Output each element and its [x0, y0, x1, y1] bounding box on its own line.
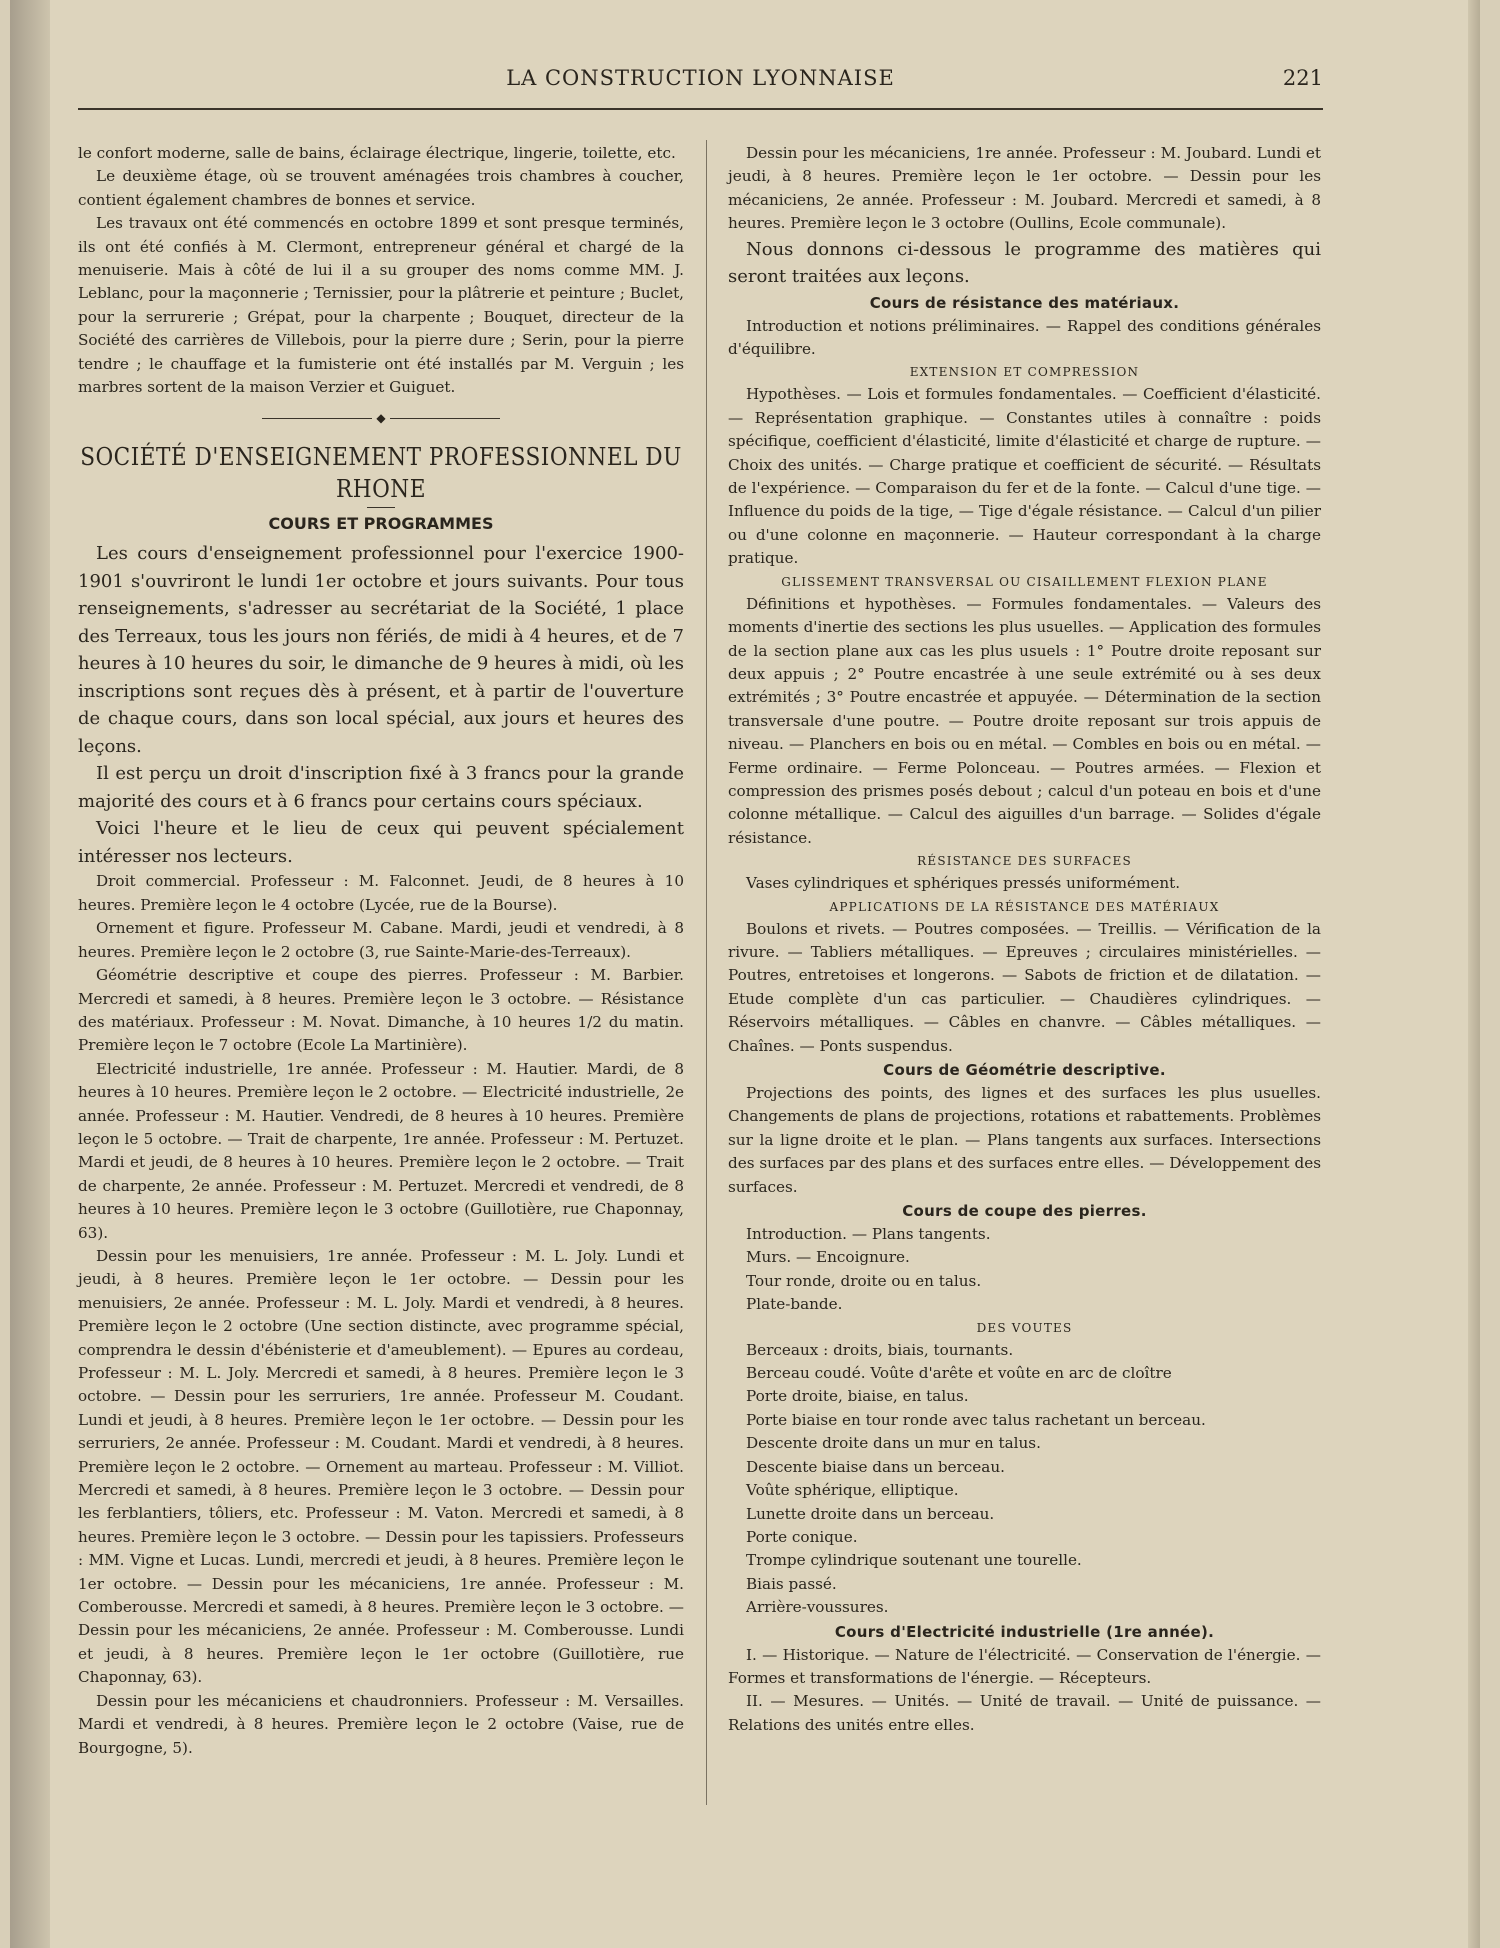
course-text: I. — Historique. — Nature de l'électricité. — Conservation de l'énergie. — Formes et transformations de l'énergie. — Récepteurs.: [728, 1645, 1321, 1687]
list-item: Descente droite dans un mur en talus.: [746, 1434, 1041, 1453]
course-text: II. — Mesures. — Unités. — Unité de travail. — Unité de puissance. — Relations des unités entre elles.: [728, 1692, 1321, 1734]
section-ornament: ◆: [78, 403, 684, 433]
list-item: Murs. — Encoignure.: [746, 1248, 910, 1267]
list-item: Biais passé.: [746, 1574, 837, 1593]
course-entry: Géométrie descriptive et coupe des pierres. Professeur : M. Barbier. Mercredi et samedi, à 8 heures. Première leçon le 3 octobre. — Résistance des matériaux. Professeur : M. Novat. Dimanche, à 10 heures 1/2 du matin. Première leçon le 7 octobre (Ecole La Martinière).: [78, 966, 684, 1055]
page-edge: [1468, 0, 1480, 1948]
list-item: Introduction. — Plans tangents.: [746, 1225, 991, 1244]
intro-paragraph: le confort moderne, salle de bains, éclairage électrique, lingerie, toilette, etc.: [78, 144, 676, 162]
header-rule: [78, 108, 1323, 110]
course-entry: Electricité industrielle, 1re année. Professeur : M. Hautier. Mardi, de 8 heures à 10 heures. Première leçon le 2 octobre. — Electricité industrielle, 2e année. Professeur : M. Hautier. Vendredi, de 8 heures à 10 heures. Première leçon le 5 octobre. — Trait de charpente, 1re année. Professeur : M. Pertuzet. Mardi et jeudi, de 8 heures à 10 heures. Première leçon le 2 octobre. — Trait de charpente, 2e année. Professeur : M. Pertuzet. Mercredi et vendredi, de 8 heures à 10 heures. Première leçon le 3 octobre (Guillotière, rue Chaponnay, 63).: [78, 1059, 684, 1242]
list-item: Porte droite, biaise, en talus.: [746, 1387, 969, 1406]
course-entry: Droit commercial. Professeur : M. Falconnet. Jeudi, de 8 heures à 10 heures. Première leçon le 4 octobre (Lycée, rue de la Bourse).: [78, 872, 684, 914]
list-item: Plate-bande.: [746, 1295, 843, 1314]
page: [10, 0, 1480, 1948]
list-item: Tour ronde, droite ou en talus.: [746, 1271, 982, 1290]
list-item: Porte biaise en tour ronde avec talus rachetant un berceau.: [746, 1410, 1206, 1429]
subsection-heading: GLISSEMENT TRANSVERSAL OU CISAILLEMENT FLEXION PLANE: [781, 574, 1268, 589]
subsection-heading: EXTENSION ET COMPRESSION: [909, 365, 1140, 380]
subsection-heading: RÉSISTANCE DES SURFACES: [917, 854, 1132, 869]
subsection-heading: APPLICATIONS DE LA RÉSISTANCE DES MATÉRIAUX: [829, 899, 1220, 914]
list-item: Porte conique.: [746, 1527, 858, 1546]
running-head: LA CONSTRUCTION LYONNAISE: [506, 66, 895, 90]
intro-paragraph: Le deuxième étage, où se trouvent aménagées trois chambres à coucher, contient également chambres de bonnes et service.: [78, 167, 684, 209]
course-title: Cours de Géométrie descriptive.: [883, 1061, 1166, 1079]
page-header: [78, 66, 1323, 96]
right-column: [728, 142, 1321, 1737]
course-title: Cours de résistance des matériaux.: [869, 293, 1180, 312]
column-divider: [706, 140, 707, 1805]
course-title: Cours d'Electricité industrielle (1re année).: [834, 1622, 1215, 1641]
list-item: Berceaux : droits, biais, tournants.: [746, 1340, 1014, 1359]
list-item: Lunette droite dans un berceau.: [746, 1504, 995, 1523]
course-title: Cours de coupe des pierres.: [902, 1202, 1147, 1221]
society-title: SOCIÉTÉ D'ENSEIGNEMENT PROFESSIONNEL DU RHONE: [80, 443, 682, 504]
body-paragraph: Voici l'heure et le lieu de ceux qui peuvent spécialement intéresser nos lecteurs.: [78, 818, 684, 867]
coupe-list: [728, 1223, 1321, 1317]
course-entry: Dessin pour les menuisiers, 1re année. Professeur : M. L. Joly. Lundi et jeudi, à 8 heures. Première leçon le 1er octobre. — Dessin pour les menuisiers, 2e année. Professeur : M. L. Joly. Mardi et vendredi, à 8 heures. Première leçon le 2 octobre (Une section distincte, avec programme spécial, comprendra le dessin d'ébénisterie et d'ameublement). — Epures au cordeau, Professeur : M. L. Joly. Mercredi et samedi, à 8 heures. Première leçon le 3 octobre. — Dessin pour les serruriers, 1re année. Professeur M. Coudant. Lundi et jeudi, à 8 heures. Première leçon le 1er octobre. — Dessin pour les serruriers, 2e année. Professeur : M. Coudant. Mardi et vendredi, à 8 heures. Première leçon le 2 octobre. — Ornement au marteau. Professeur : M. Villiot. Mercredi et samedi, à 8 heures. Première leçon le 3 octobre. — Dessin pour les ferblantiers, tôliers, etc. Professeur : M. Vaton. Mercredi et samedi, à 8 heures. Première leçon le 3 octobre. — Dessin pour les tapissiers. Professeurs : MM. Vigne et Lucas. Lundi, mercredi et jeudi, à 8 heures. Première leçon le 1er octobre. — Dessin pour les mécaniciens, 1re année. Professeur : M. Comberousse. Mercredi et samedi, à 8 heures. Première leçon le 3 octobre. — Dessin pour les mécaniciens, 2e année. Professeur : M. Comberousse. Lundi et jeudi, à 8 heures. Première leçon le 1er octobre (Guillotière, rue Chaponnay, 63).: [78, 1246, 684, 1687]
intro-paragraph: Les travaux ont été commencés en octobre 1899 et sont presque terminés, ils ont été confiés à M. Clermont, entrepreneur général et chargé de la menuiserie. Mais à côté de lui il a su grouper des noms comme MM. J. Leblanc, pour la maçonnerie ; Ternissier, pour la plâtrerie et peinture ; Buclet, pour la serrurerie ; Grépat, pour la charpente ; Bouquet, directeur de la Société des carrières de Villebois, pour la pierre dure ; Serin, pour la pierre tendre ; le chauffage et la fumisterie ont été installés par M. Verguin ; les marbres sortent de la maison Verzier et Guiguet.: [78, 214, 684, 397]
book-binding: [10, 0, 50, 1948]
title-rule: [367, 507, 395, 508]
list-item: Voûte sphérique, elliptique.: [746, 1481, 959, 1500]
course-entry: Dessin pour les mécaniciens, 1re année. Professeur : M. Joubard. Lundi et jeudi, à 8 heures. Première leçon le 1er octobre. — Dessin pour les mécaniciens, 2e année. Professeur : M. Joubard. Mercredi et samedi, à 8 heures. Première leçon le 3 octobre (Oullins, Ecole communale).: [728, 144, 1321, 233]
voutes-list: [728, 1339, 1321, 1620]
course-text: Vases cylindriques et sphériques pressés uniformément.: [746, 874, 1181, 893]
section-subtitle: COURS ET PROGRAMMES: [268, 514, 494, 534]
course-text: Introduction et notions préliminaires. — Rappel des conditions générales d'équilibre.: [728, 316, 1321, 359]
body-paragraph: Les cours d'enseignement professionnel pour l'exercice 1900-1901 s'ouvriront le lundi 1er octobre et jours suivants. Pour tous renseignements, s'adresser au secrétariat de la Société, 1 place des Terreaux, tous les jours non fériés, de midi à 4 heures, et de 7 heures à 10 heures du soir, le dimanche de 9 heures à midi, où les inscriptions sont reçues dès à présent, et à partir de l'ouverture de chaque cours, dans son local spécial, aux jours et heures des leçons.: [78, 543, 684, 757]
list-item: Descente biaise dans un berceau.: [746, 1457, 1005, 1476]
course-entry: Ornement et figure. Professeur M. Cabane. Mardi, jeudi et vendredi, à 8 heures. Première leçon le 2 octobre (3, rue Sainte-Marie-des-Terreaux).: [78, 919, 684, 961]
subsection-heading: DES VOUTES: [976, 1320, 1073, 1335]
course-text: Hypothèses. — Lois et formules fondamentales. — Coefficient d'élasticité. — Représentation graphique. — Constantes utiles à connaître : poids spécifique, coefficient d'élasticité, limite d'élasticité et charge de rupture. — Choix des unités. — Charge pratique et coefficient de sécurité. — Résultats de l'expérience. — Comparaison du fer et de la fonte. — Calcul d'une tige. — Influence du poids de la tige, — Tige d'égale résistance. — Calcul d'un pilier ou d'une colonne en maçonnerie. — Hauteur correspondant à la charge pratique.: [728, 385, 1321, 568]
body-paragraph: Il est perçu un droit d'inscription fixé à 3 francs pour la grande majorité des cours et à 6 francs pour certains cours spéciaux.: [78, 763, 684, 812]
course-text: Boulons et rivets. — Poutres composées. — Treillis. — Vérification de la rivure. — Tabliers métalliques. — Epreuves ; circulaires ministérielles. — Poutres, entretoises et longerons. — Sabots de friction et de dilatation. — Etude complète d'un cas particulier. — Chaudières cylindriques. — Réservoirs métalliques. — Câbles en chanvre. — Câbles métalliques. — Chaînes. — Ponts suspendus.: [728, 919, 1321, 1055]
course-entry: Dessin pour les mécaniciens et chaudronniers. Professeur : M. Versailles. Mardi et vendredi, à 8 heures. Première leçon le 2 octobre (Vaise, rue de Bourgogne, 5).: [78, 1691, 684, 1757]
course-text: Projections des points, des lignes et des surfaces les plus usuelles. Changements de plans de projections, rotations et rabattements. Problèmes sur la ligne droite et le plan. — Plans tangents aux surfaces. Intersections des surfaces par des plans et des surfaces entre elles. — Développement des surfaces.: [728, 1084, 1321, 1196]
page-number: 221: [1282, 66, 1323, 90]
course-text: Définitions et hypothèses. — Formules fondamentales. — Valeurs des moments d'inertie des sections les plus usuelles. — Application des formules de la section plane aux cas les plus usuels : 1° Poutre droite reposant sur deux appuis ; 2° Poutre encastrée à une seule extrémité ou à ses deux extrémités ; 3° Poutre encastrée et appuyée. — Détermination de la section transversale d'une poutre. — Poutre droite reposant sur trois appuis de niveau. — Planchers en bois ou en métal. — Combles en bois ou en métal. — Ferme ordinaire. — Ferme Polonceau. — Poutres armées. — Flexion et compression des prismes posés debout ; calcul d'un poteau en bois et d'une colonne métallique. — Calcul des aiguilles d'un barrage. — Solides d'égale résistance.: [728, 594, 1321, 847]
left-column: [78, 142, 684, 1760]
list-item: Arrière-voussures.: [746, 1598, 889, 1617]
program-intro: Nous donnons ci-dessous le programme des matières qui seront traitées aux leçons.: [728, 238, 1321, 288]
list-item: Berceau coudé. Voûte d'arête et voûte en arc de cloître: [746, 1364, 1172, 1383]
list-item: Trompe cylindrique soutenant une tourelle.: [746, 1551, 1082, 1570]
